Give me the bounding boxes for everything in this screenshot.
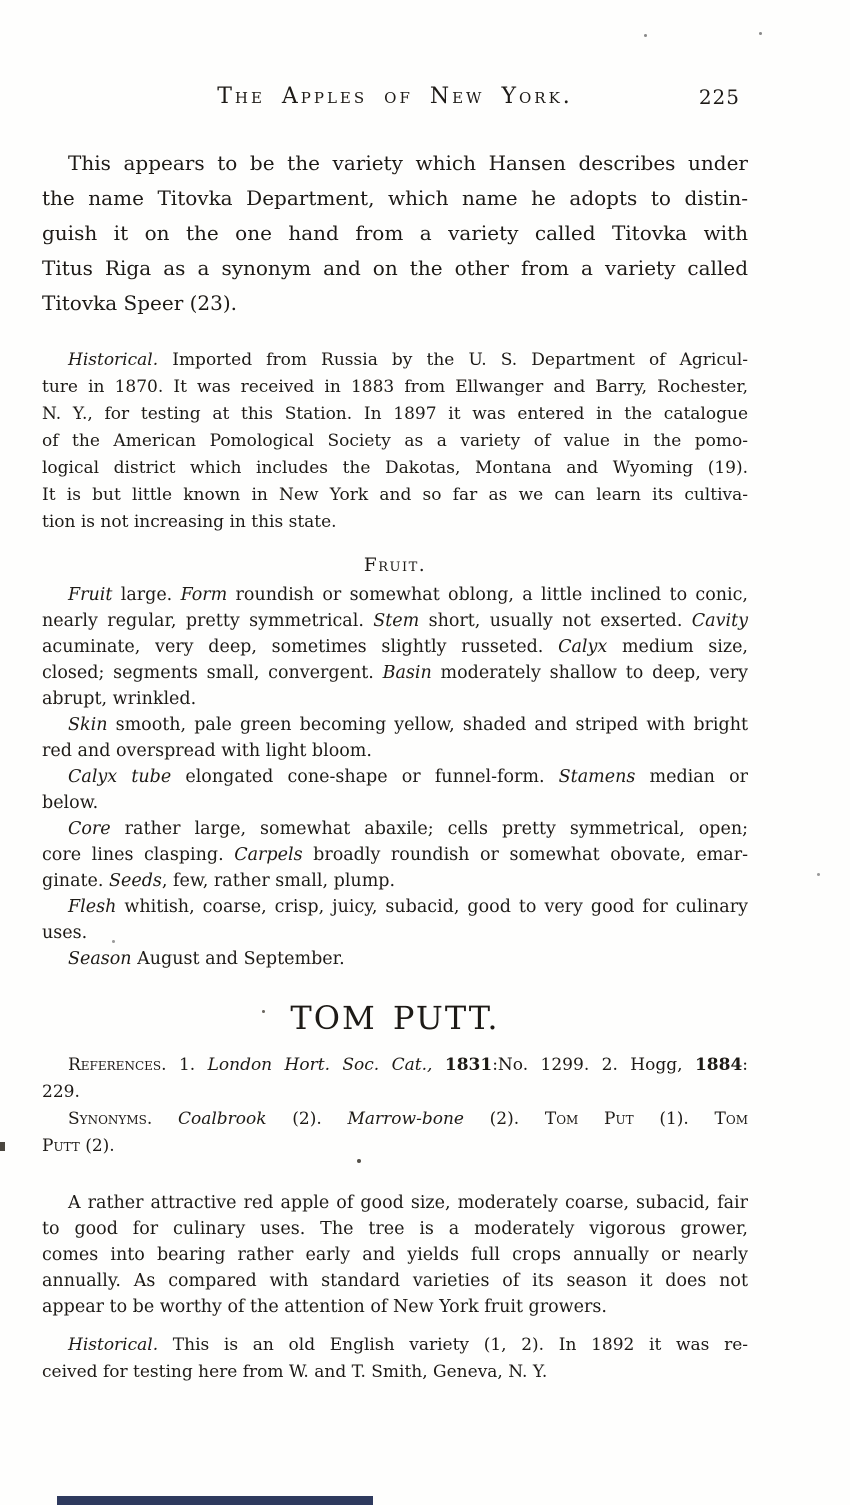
fruit-paragraph: Fruit large. Form roundish or somewhat oblong, a little inclined to conic, nearly regular, pretty symmetrical. Stem short, usually not exserted. Cavity acuminate, very deep, sometimes slightly russeted. Calyx medium size, closed; segments small, convergent. Basin moderately shallow to deep, very abrupt, wrinkled. <box>42 585 749 709</box>
skin-paragraph: Skin smooth, pale green becoming yellow, shaded and striped with bright red and overspread with light bloom. <box>42 715 748 761</box>
fruit-section-heading: Fruit. <box>363 555 427 576</box>
variety-title: TOM PUTT. <box>290 999 500 1037</box>
scan-artifact-bar <box>57 1496 373 1505</box>
titovka-historical-paragraph: Historical. Imported from Russia by the U. S. Department of Agricul- ture in 1870. It was received in 1883 from Ellwanger and Barry, Rochester, N. Y., for testing at this Station. In 1897 it was entered in the catalogue of the American Pomological Society as a variety of value in the pomo- logical district which includes the Dakotas, Montana and Wyoming (19). It is but little known in New York and so far as we can learn its cultiva- tion is not increasing in this state. <box>42 350 748 532</box>
page-column <box>42 0 748 1386</box>
synonyms-paragraph: Synonyms. Coalbrook (2). Marrow-bone (2). Tom Put (1). Tom Putt (2). <box>42 1109 748 1156</box>
scan-speck <box>644 34 647 37</box>
intro-paragraph: This appears to be the variety which Hansen describes under the name Titovka Department, which name he adopts to distin- guish it on the one hand from a variety called Titovka with Titus Riga as a synonym and on the other from a variety called Titovka Speer (23). <box>42 151 748 315</box>
references-paragraph: References. 1. London Hort. Soc. Cat., 1831:No. 1299. 2. Hogg, 1884: 229. <box>42 1055 749 1102</box>
flesh-paragraph: Flesh whitish, coarse, crisp, juicy, subacid, good to very good for culinary uses. <box>42 897 748 943</box>
scan-speck <box>817 873 820 876</box>
page-number: 225 <box>698 85 740 109</box>
description-paragraph: A rather attractive red apple of good size, moderately coarse, subacid, fair to good for culinary uses. The tree is a moderately vigorous grower, comes into bearing rather early and yields full crops annually or nearly annually. As compared with standard varieties of its season it does not appear to be worthy of the attention of New York fruit growers. <box>42 1193 748 1317</box>
scan-edge-mark <box>0 1142 5 1151</box>
scan-speck <box>112 940 115 943</box>
scan-speck <box>759 32 762 35</box>
season-paragraph: Season August and September. <box>68 949 345 969</box>
scan-speck <box>357 1159 361 1163</box>
tom-putt-historical-paragraph: Historical. This is an old English variety (1, 2). In 1892 it was re- ceived for testing here from W. and T. Smith, Geneva, N. Y. <box>42 1335 748 1382</box>
page-header <box>42 84 748 114</box>
scan-speck <box>262 1010 265 1013</box>
running-title: The Apples of New York. <box>217 84 573 109</box>
calyx-tube-paragraph: Calyx tube elongated cone-shape or funnel-form. Stamens median or below. <box>42 767 749 813</box>
core-paragraph: Core rather large, somewhat abaxile; cells pretty symmetrical, open; core lines clasping. Carpels broadly roundish or somewhat obovate, emar- ginate. Seeds, few, rather small, plump. <box>42 819 749 891</box>
